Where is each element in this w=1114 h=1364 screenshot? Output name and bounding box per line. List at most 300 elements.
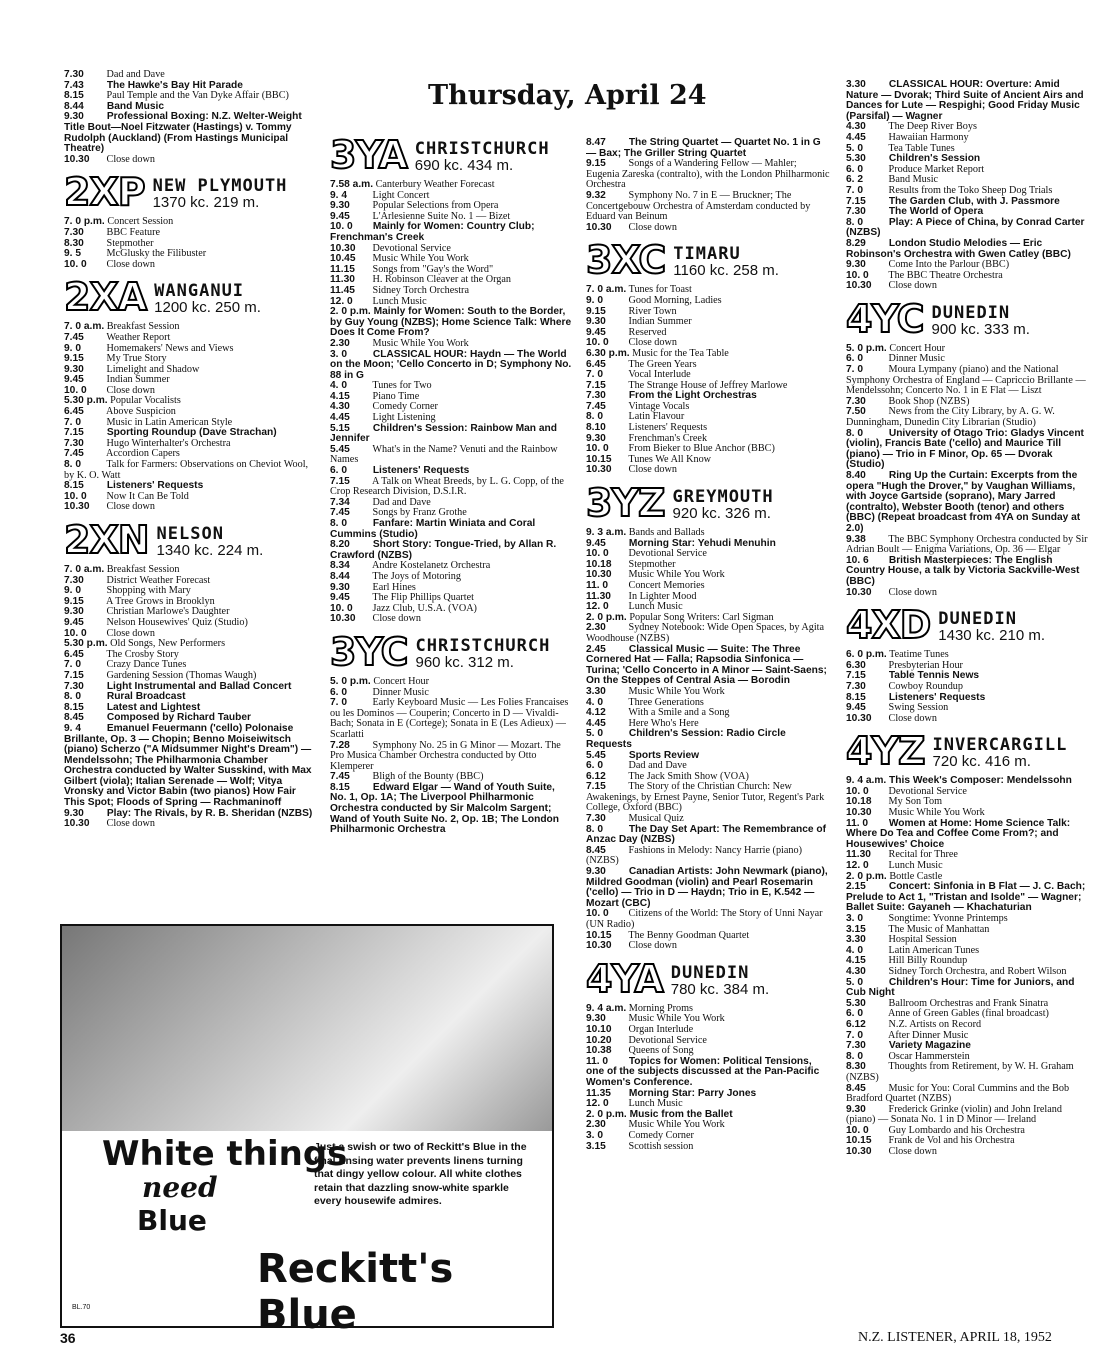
program-entry (64, 460, 314, 481)
program-entry (330, 783, 574, 836)
program-time: 6.45 (586, 358, 606, 370)
program-title: London Studio Melodies — Eric Robinson's Orchestra with Gwen Catley (BBC) (846, 237, 1071, 260)
program-title: Now It Can Be Told (104, 490, 189, 502)
program-title: Close down (886, 1146, 937, 1158)
program-entry (330, 741, 574, 773)
program-title: Good Morning, Ladies (626, 294, 722, 306)
program-title: Come Into the Parlour (BBC) (886, 259, 1010, 271)
program-title: What's in the Name? Venuti and the Rainbow Names (330, 443, 558, 466)
program-time: 5. 0 (586, 728, 603, 740)
ad-photo (62, 926, 552, 1131)
station-name: GREYMOUTH (672, 487, 774, 508)
program-title: The Joys of Motoring (370, 570, 461, 582)
program-title: Bottle Castle (886, 870, 943, 882)
program-time: 6. 0 (330, 465, 347, 477)
program-time: 11. 0 (846, 817, 869, 829)
program-title: Organ Interlude (626, 1023, 694, 1035)
program-entry (330, 540, 574, 561)
column-2 (330, 128, 574, 836)
program-time: 4.15 (330, 390, 350, 402)
program-title: Songtime: Yvonne Printemps (886, 913, 1008, 924)
program-time: 3.30 (846, 79, 866, 90)
program-entry (64, 819, 314, 830)
program-time: 5.45 (330, 443, 350, 455)
program-entry (64, 228, 314, 239)
program-title: Tea Table Tunes (886, 142, 955, 154)
program-entry (64, 492, 314, 503)
program-entry (586, 687, 830, 698)
program-title: Produce Market Report (886, 163, 985, 175)
program-entry (330, 677, 574, 688)
program-title: A Talk on Wheat Breeds, by L. G. Copp, of the Crop Research Division, D.S.I.R. (330, 475, 564, 498)
publication-footer: N.Z. LISTENER, APRIL 18, 1952 (858, 1330, 1052, 1345)
program-title: Paul Temple and the Van Dyke Affair (BBC) (104, 90, 289, 102)
program-title: The Crosby Story (104, 648, 179, 660)
program-entry (586, 1142, 830, 1153)
program-time: 10.30 (64, 818, 90, 830)
program-title: This Week's Composer: Mendelssohn (886, 775, 1072, 787)
program-time: 7.15 (64, 427, 84, 439)
program-entry (846, 471, 1090, 535)
program-title: Classical Music — Suite: The Three Cornered Hat — Falla; Rapsodia Sinfonica — Turina; 'Cello Concerto in A Minor — Saint-Saens; On the Steppes of Central Asia — Borodin (586, 643, 827, 687)
program-title: Music While You Work (626, 685, 725, 697)
program-title: Recital for Three (886, 849, 958, 861)
program-entry (586, 846, 830, 867)
program-title: Gardening Session (Thomas Waugh) (104, 669, 257, 681)
station-logo: 3YC (330, 629, 408, 674)
program-title: Moura Lympany (piano) and the National Symphony Orchestra of England — Capriccio Brillante — Mendelssohn; Concerto No. 1 in E Flat — Liszt (846, 364, 1086, 397)
program-title: Three Generations (626, 696, 704, 708)
program-title: Thoughts from Retirement, by W. H. Graham (NZBS) (846, 1061, 1074, 1083)
program-title: In Lighter Mood (626, 590, 697, 602)
program-title: Bligh of the Bounty (BBC) (370, 771, 484, 783)
program-title: Andre Kostelanetz Orchestra (370, 560, 491, 572)
program-title: Popular Selections from Opera (370, 200, 499, 212)
program-entry (586, 1014, 830, 1025)
program-time: 9.30 (586, 316, 606, 328)
program-entry (330, 698, 574, 740)
station-frequency: 1160 kc. 258 m. (673, 262, 779, 280)
program-title: Musical Quiz (626, 813, 684, 825)
program-title: Christian Marlowe's Daughter (104, 606, 230, 618)
program-entry (846, 281, 1090, 292)
program-title: Hugo Winterhalter's Orchestra (104, 437, 231, 449)
program-time: 6. 0 (846, 1008, 863, 1020)
program-time: 10. 0 (330, 602, 353, 614)
program-time: 3. 0 (586, 1129, 603, 1141)
program-title: Dinner Music (370, 686, 429, 698)
program-entry (330, 604, 574, 615)
program-title: My Son Tom (886, 796, 942, 808)
program-time: 5. 0 (846, 142, 863, 154)
program-title: Devotional Service (626, 1034, 707, 1046)
program-time: 10. 0 (586, 548, 609, 560)
ad-code: BL.70 (72, 1304, 91, 1311)
program-title: Light Listening (370, 412, 436, 424)
program-time: 10.18 (846, 796, 872, 808)
program-time: 9.30 (846, 259, 866, 271)
program-time: 10. 0 (586, 443, 609, 455)
program-entry (64, 322, 314, 333)
program-time: 7.15 (64, 669, 84, 681)
program-title: Light Concert (370, 189, 430, 201)
program-time: 10. 6 (846, 554, 869, 566)
program-time: 10.30 (330, 613, 356, 625)
column-4 (846, 80, 1090, 1158)
program-time: 9.30 (64, 807, 84, 819)
program-entry (330, 614, 574, 625)
program-entry (64, 724, 314, 809)
station-2xp (64, 170, 314, 215)
program-time: 6. 0 (846, 353, 863, 365)
program-title: Concert: Sinfonia in B Flat — J. C. Bach; Prelude to Act 1, "Tristan and Isolde" — Wagner; Ballet Suite: Gayaneh — Khachaturian (846, 881, 1086, 914)
program-time: 7.45 (64, 448, 84, 460)
program-entry (586, 549, 830, 560)
program-time: 12. 0 (330, 295, 353, 307)
program-title: British Masterpieces: The English Country House, a talk by Victoria Sackville-West (BBC) (846, 554, 1080, 587)
program-time: 7.28 (330, 739, 350, 751)
program-entry (586, 782, 830, 814)
program-time: 9. 0 (64, 585, 81, 597)
program-title: Piano Time (370, 390, 420, 402)
program-list (64, 217, 314, 270)
program-time: 8. 0 (330, 518, 347, 529)
program-entry (586, 1089, 830, 1100)
program-time: 8.47 (586, 137, 606, 148)
program-time: 8.15 (330, 781, 350, 793)
program-time: 10.30 (846, 586, 872, 598)
program-title: Shopping with Mary (104, 585, 191, 597)
program-time: 10. 0 (64, 627, 87, 639)
program-entry (586, 539, 830, 550)
program-time: 7.30 (64, 574, 84, 586)
program-time: 9.30 (330, 200, 350, 212)
program-time: 7.45 (330, 507, 350, 519)
program-title: Jazz Club, U.S.A. (VOA) (370, 602, 477, 614)
program-entry (586, 307, 830, 318)
program-title: Teatime Tunes (886, 649, 949, 661)
program-time: 7.34 (330, 496, 350, 508)
program-title: Devotional Service (886, 785, 967, 797)
program-title: Dad and Dave (104, 69, 165, 80)
program-entry (64, 439, 314, 450)
program-title: Band Music (104, 100, 165, 112)
program-title: Listeners' Requests (626, 422, 708, 434)
program-entry (586, 317, 830, 328)
station-frequency: 1200 kc. 250 m. (154, 299, 261, 317)
program-time: 4.30 (846, 965, 866, 977)
program-entry (330, 392, 574, 403)
program-title: McGlusky the Filibuster (104, 248, 207, 260)
program-entry (586, 360, 830, 371)
program-time: 4.45 (330, 412, 350, 424)
program-time: 9.45 (586, 326, 606, 338)
program-time: 9. 4 (64, 722, 81, 734)
program-time: 3.30 (846, 934, 866, 946)
column-1 (64, 70, 314, 830)
program-title: Cowboy Roundup (886, 680, 963, 692)
station-name: DUNEDIN (931, 302, 1011, 323)
station-name: CHRISTCHURCH (414, 139, 550, 159)
program-entry (64, 249, 314, 260)
program-title: Mainly for Women: Country Club; Frenchman's Creek (330, 221, 535, 243)
program-title: The Music of Manhattan (886, 923, 990, 935)
program-time: 10.30 (330, 242, 356, 254)
program-title: Topics for Women: Political Tensions, one of the subjects discussed at the Pan-Pacific Women's Conference. (586, 1055, 820, 1088)
program-title: The Jack Smith Show (VOA) (626, 770, 749, 782)
program-title: Close down (104, 627, 155, 639)
program-title: Music for the Tea Table (629, 347, 729, 359)
program-title: Canadian Artists: John Newmark (piano), Mildred Goodman (violin) and Pearl Rosemarin ('cello) — Trio in D — Haydn; Trio in E, K.542 — Mozart (CBC) (586, 866, 828, 909)
program-time: 8.10 (586, 422, 606, 434)
program-title: The String Quartet — Quartet No. 1 in G — Bax; The Griller String Quartet (586, 137, 821, 159)
program-title: Hawaiian Harmony (886, 131, 969, 143)
program-time: 2.30 (586, 1119, 606, 1131)
program-title: Above Suspicion (104, 406, 176, 418)
program-time: 7. 0 (586, 369, 603, 381)
program-time: 11. 0 (586, 1055, 609, 1067)
station-name: WANGANUI (154, 281, 245, 302)
program-time: 9.45 (330, 592, 350, 604)
program-time: 8.15 (846, 691, 866, 703)
program-time: 7. 0 (846, 1029, 863, 1041)
program-time: 8.15 (64, 480, 84, 492)
program-entry (64, 650, 314, 661)
program-time: 9.45 (586, 537, 606, 549)
program-title: Concert Session (104, 216, 174, 228)
ad-headline-2: need (142, 1171, 218, 1204)
ad-copy: Just a swish or two of Reckitt's Blue in the final rinsing water prevents linens turning that dingy yellow colour. All white clothes retain that dazzling snow-white sparkle every housewife admires. (314, 1141, 527, 1207)
program-time: 10. 0 (64, 490, 87, 502)
program-time: 6.12 (586, 770, 606, 782)
program-title: Sporting Roundup (Dave Strachan) (104, 427, 277, 439)
ad-brand: Reckitt's Blue (257, 1246, 454, 1338)
program-title: Weather Report (104, 331, 171, 343)
program-title: Vintage Vocals (626, 400, 690, 412)
program-list (586, 1004, 830, 1152)
program-title: Close down (626, 221, 677, 233)
program-title: The BBC Symphony Orchestra conducted by Sir Adrian Boult — Enigma Variations, Op. 36 — Elgar (846, 533, 1088, 556)
program-time: 8.45 (64, 712, 84, 724)
program-time: 9. 0 (64, 342, 81, 354)
program-entry (330, 519, 574, 540)
program-entry (586, 867, 830, 909)
station-logo: 4YC (846, 296, 924, 341)
program-title: Music for You: Coral Cummins and the Bob Bradford Quartet (NZBS) (846, 1082, 1070, 1105)
program-title: Morning Proms (626, 1002, 694, 1014)
program-time: 5.30 (846, 153, 866, 165)
program-time: 6. 0 (846, 163, 863, 175)
station-frequency: 780 kc. 384 m. (670, 980, 770, 998)
program-title: Ballroom Orchestras and Frank Sinatra (886, 997, 1049, 1009)
program-time: 2.15 (846, 881, 866, 893)
program-entry (586, 402, 830, 413)
program-title: Music in Latin American Style (104, 416, 233, 428)
program-time: 10.30 (846, 807, 872, 819)
program-time: 7. 0 (64, 659, 81, 671)
program-time: 6.45 (64, 648, 84, 660)
program-entry (586, 729, 830, 750)
program-title: Latest and Lightest (104, 701, 201, 713)
program-entry (586, 751, 830, 762)
station-4yc (846, 296, 1090, 341)
program-entry (846, 80, 1090, 122)
program-time: 8.30 (64, 237, 84, 249)
program-title: Children's Hour: Time for Juniors, and Cub Night (846, 976, 1075, 999)
program-entry (586, 159, 830, 191)
program-title: News from the City Library, by A. G. W. Dunningham, Dunedin City Librarian (Studio) (846, 406, 1055, 429)
program-entry (586, 455, 830, 466)
program-time: 7.30 (846, 1040, 866, 1052)
program-title: Songs of a Wandering Fellow — Mahler; Eugenia Zareska (contralto), with the London Philharmonic Orchestra (586, 158, 830, 191)
program-time: 4.30 (846, 121, 866, 133)
program-title: Songs by Franz Grothe (370, 507, 467, 519)
station-3xc (586, 238, 830, 283)
program-time: 10.45 (330, 253, 356, 265)
program-time: 8.44 (330, 570, 350, 582)
program-entry (846, 650, 1090, 661)
station-3yc (330, 629, 574, 674)
station-name: DUNEDIN (938, 609, 1017, 630)
page-header: Thursday, April 24 (428, 80, 707, 111)
program-title: Canterbury Weather Forecast (373, 179, 495, 190)
program-entry (846, 776, 1090, 787)
program-list (846, 344, 1090, 598)
program-title: Bands and Ballads (626, 527, 705, 539)
program-time: 10.18 (586, 558, 612, 570)
program-entry (586, 1057, 830, 1089)
program-title: Short Story: Tongue-Tried, by Allan R. Crawford (NZBS) (330, 539, 557, 561)
station-name: NELSON (156, 524, 224, 544)
program-entry (846, 271, 1090, 282)
program-time: 9.15 (586, 305, 606, 317)
program-title: Close down (104, 153, 155, 165)
program-time: 7.15 (846, 195, 866, 207)
program-entry (586, 391, 830, 402)
program-title: Close down (370, 613, 421, 625)
program-entry (64, 344, 314, 355)
program-time: 8.45 (846, 1082, 866, 1094)
program-title: Tunes We All Know (626, 453, 712, 465)
program-time: 5.15 (330, 422, 350, 434)
program-entry (846, 407, 1090, 428)
program-list (586, 138, 830, 233)
program-time: 2.30 (586, 622, 606, 634)
station-frequency: 920 kc. 326 m. (672, 505, 771, 523)
program-entry (586, 191, 830, 223)
station-frequency: 1430 kc. 210 m. (938, 627, 1046, 645)
program-time: 7.50 (846, 406, 866, 418)
program-time: 10. 0 (64, 258, 87, 270)
program-time: 11.15 (330, 263, 355, 275)
program-entry (586, 223, 830, 234)
program-time: 7. 0 a.m. (586, 284, 627, 296)
program-list (330, 677, 574, 836)
program-list (846, 80, 1090, 292)
program-time: 2.30 (330, 337, 350, 349)
program-title: Reserved (626, 326, 667, 338)
program-entry (64, 155, 314, 166)
program-title: The Deep River Boys (886, 121, 977, 133)
program-time: 10.30 (586, 569, 612, 581)
program-title: The Story of the Christian Church: New Awakenings, by Ernest Payne, Senior Tutor, Regent's Park College, Oxford (BBC) (586, 781, 825, 814)
program-title: The Hawke's Bay Hit Parade (104, 79, 243, 91)
program-time: 7. 0 a.m. (64, 564, 105, 575)
program-time: 4.15 (846, 955, 866, 967)
program-time: 10.30 (64, 153, 90, 165)
program-entry (64, 618, 314, 629)
program-time: 7.30 (586, 390, 606, 402)
program-time: 3.15 (846, 923, 866, 935)
program-time: 10. 0 (586, 908, 609, 920)
program-time: 6. 0 (586, 760, 603, 772)
program-list (586, 285, 830, 476)
program-title: H. Robinson Cleaver at the Organ (370, 274, 511, 286)
station-logo: 2XA (64, 275, 147, 320)
program-title: River Town (626, 305, 677, 317)
program-entry (330, 424, 574, 445)
program-entry (846, 693, 1090, 704)
program-time: 4.30 (330, 401, 350, 413)
program-time: 2.45 (586, 643, 606, 655)
program-list (64, 70, 314, 165)
program-time: 10.30 (586, 464, 612, 476)
program-time: 11. 0 (586, 580, 609, 591)
station-logo: 4YZ (846, 729, 925, 774)
program-title: Lunch Music (370, 295, 427, 307)
program-time: 7.58 a.m. (330, 179, 374, 190)
program-title: Swing Session (886, 702, 949, 714)
program-entry (586, 941, 830, 952)
program-entry (846, 671, 1090, 682)
station-logo: 2XP (64, 170, 145, 215)
program-title: L'Arlesienne Suite No. 1 — Bizet (370, 210, 511, 222)
program-entry (846, 429, 1090, 471)
program-entry (330, 477, 574, 498)
program-title: Close down (104, 258, 155, 270)
program-entry (330, 572, 574, 583)
program-title: Indian Summer (104, 374, 170, 386)
ad-headline-1: White things (102, 1134, 348, 1174)
program-entry (586, 1036, 830, 1047)
program-entry (846, 850, 1090, 861)
program-title: Stepmother (104, 237, 154, 249)
station-name: DUNEDIN (670, 962, 750, 983)
program-title: Crazy Dance Tunes (104, 659, 187, 671)
program-title: University of Otago Trio: Gladys Vincent (violin), Francis Bate ('cello) and Maurice Till (piano) — Trio in F Minor, Op. 65 — Dvorak (Studio) (846, 427, 1084, 471)
program-entry (586, 623, 830, 644)
program-title: Dad and Dave (370, 496, 431, 508)
program-time: 8.20 (330, 539, 350, 551)
station-name: CHRISTCHURCH (415, 635, 551, 656)
program-title: Popular Vocalists (107, 395, 181, 407)
program-title: Frenchman's Creek (626, 432, 708, 444)
program-time: 10. 0 (846, 1124, 869, 1136)
program-entry (586, 328, 830, 339)
program-title: Lunch Music (626, 601, 683, 613)
program-entry (64, 639, 314, 650)
program-title: The Flip Phillips Quartet (370, 592, 474, 604)
station-logo: 3XC (586, 238, 666, 283)
program-time: 6.30 p.m. (586, 347, 630, 359)
program-title: Latin Flavour (626, 411, 685, 423)
program-entry (586, 931, 830, 942)
program-time: 6. 2 (846, 174, 863, 186)
program-time: 8. 0 (64, 459, 81, 471)
program-time: 4.45 (586, 717, 606, 729)
program-title: Children's Session: Radio Circle Requests (586, 728, 786, 750)
program-entry (586, 1131, 830, 1142)
